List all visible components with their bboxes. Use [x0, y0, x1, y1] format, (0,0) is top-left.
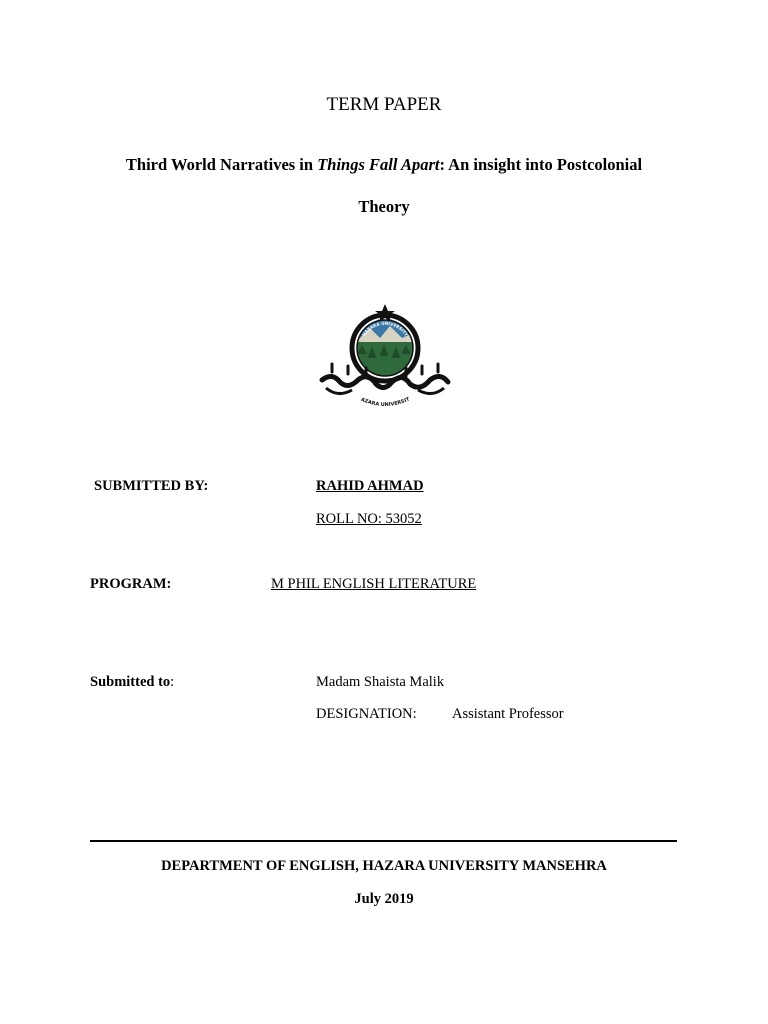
submitted-to-colon: : [170, 674, 175, 690]
department-name: DEPARTMENT OF ENGLISH, HAZARA UNIVERSITY MANSEHRA [161, 858, 607, 874]
university-logo [318, 302, 452, 416]
paper-title-line-2: Theory [358, 197, 410, 216]
svg-text:HAZARA UNIVERSITY: AZARA UNIVERSIT [359, 396, 411, 409]
submitted-by-label: SUBMITTED BY: [94, 478, 209, 494]
designation-value: Assistant Professor [452, 706, 564, 722]
program-label: PROGRAM: [90, 576, 172, 592]
paper-title-post: : An insight into Postcolonial [439, 155, 643, 174]
roll-number: ROLL NO: 53052 [316, 511, 422, 527]
svg-text:HAZARA UNIVERSITY: HAZARA UNIVERSITY [361, 320, 409, 338]
hazara-university-seal-icon [318, 302, 452, 416]
submitted-to-label-row [90, 674, 174, 691]
paper-title-pre: Third World Narratives in [125, 155, 318, 174]
submission-date: July 2019 [354, 891, 414, 907]
submitted-to-label: Submitted to [90, 674, 171, 690]
paper-title-line-1 [0, 155, 768, 175]
document-type-heading: TERM PAPER [326, 94, 442, 115]
student-name: RAHID AHMAD [316, 478, 424, 494]
footer-divider [90, 840, 677, 842]
program-value: M PHIL ENGLISH LITERATURE [271, 576, 477, 592]
supervisor-name: Madam Shaista Malik [316, 674, 445, 690]
designation-label: DESIGNATION: [316, 706, 417, 722]
paper-title-italic: Things Fall Apart [317, 155, 440, 174]
